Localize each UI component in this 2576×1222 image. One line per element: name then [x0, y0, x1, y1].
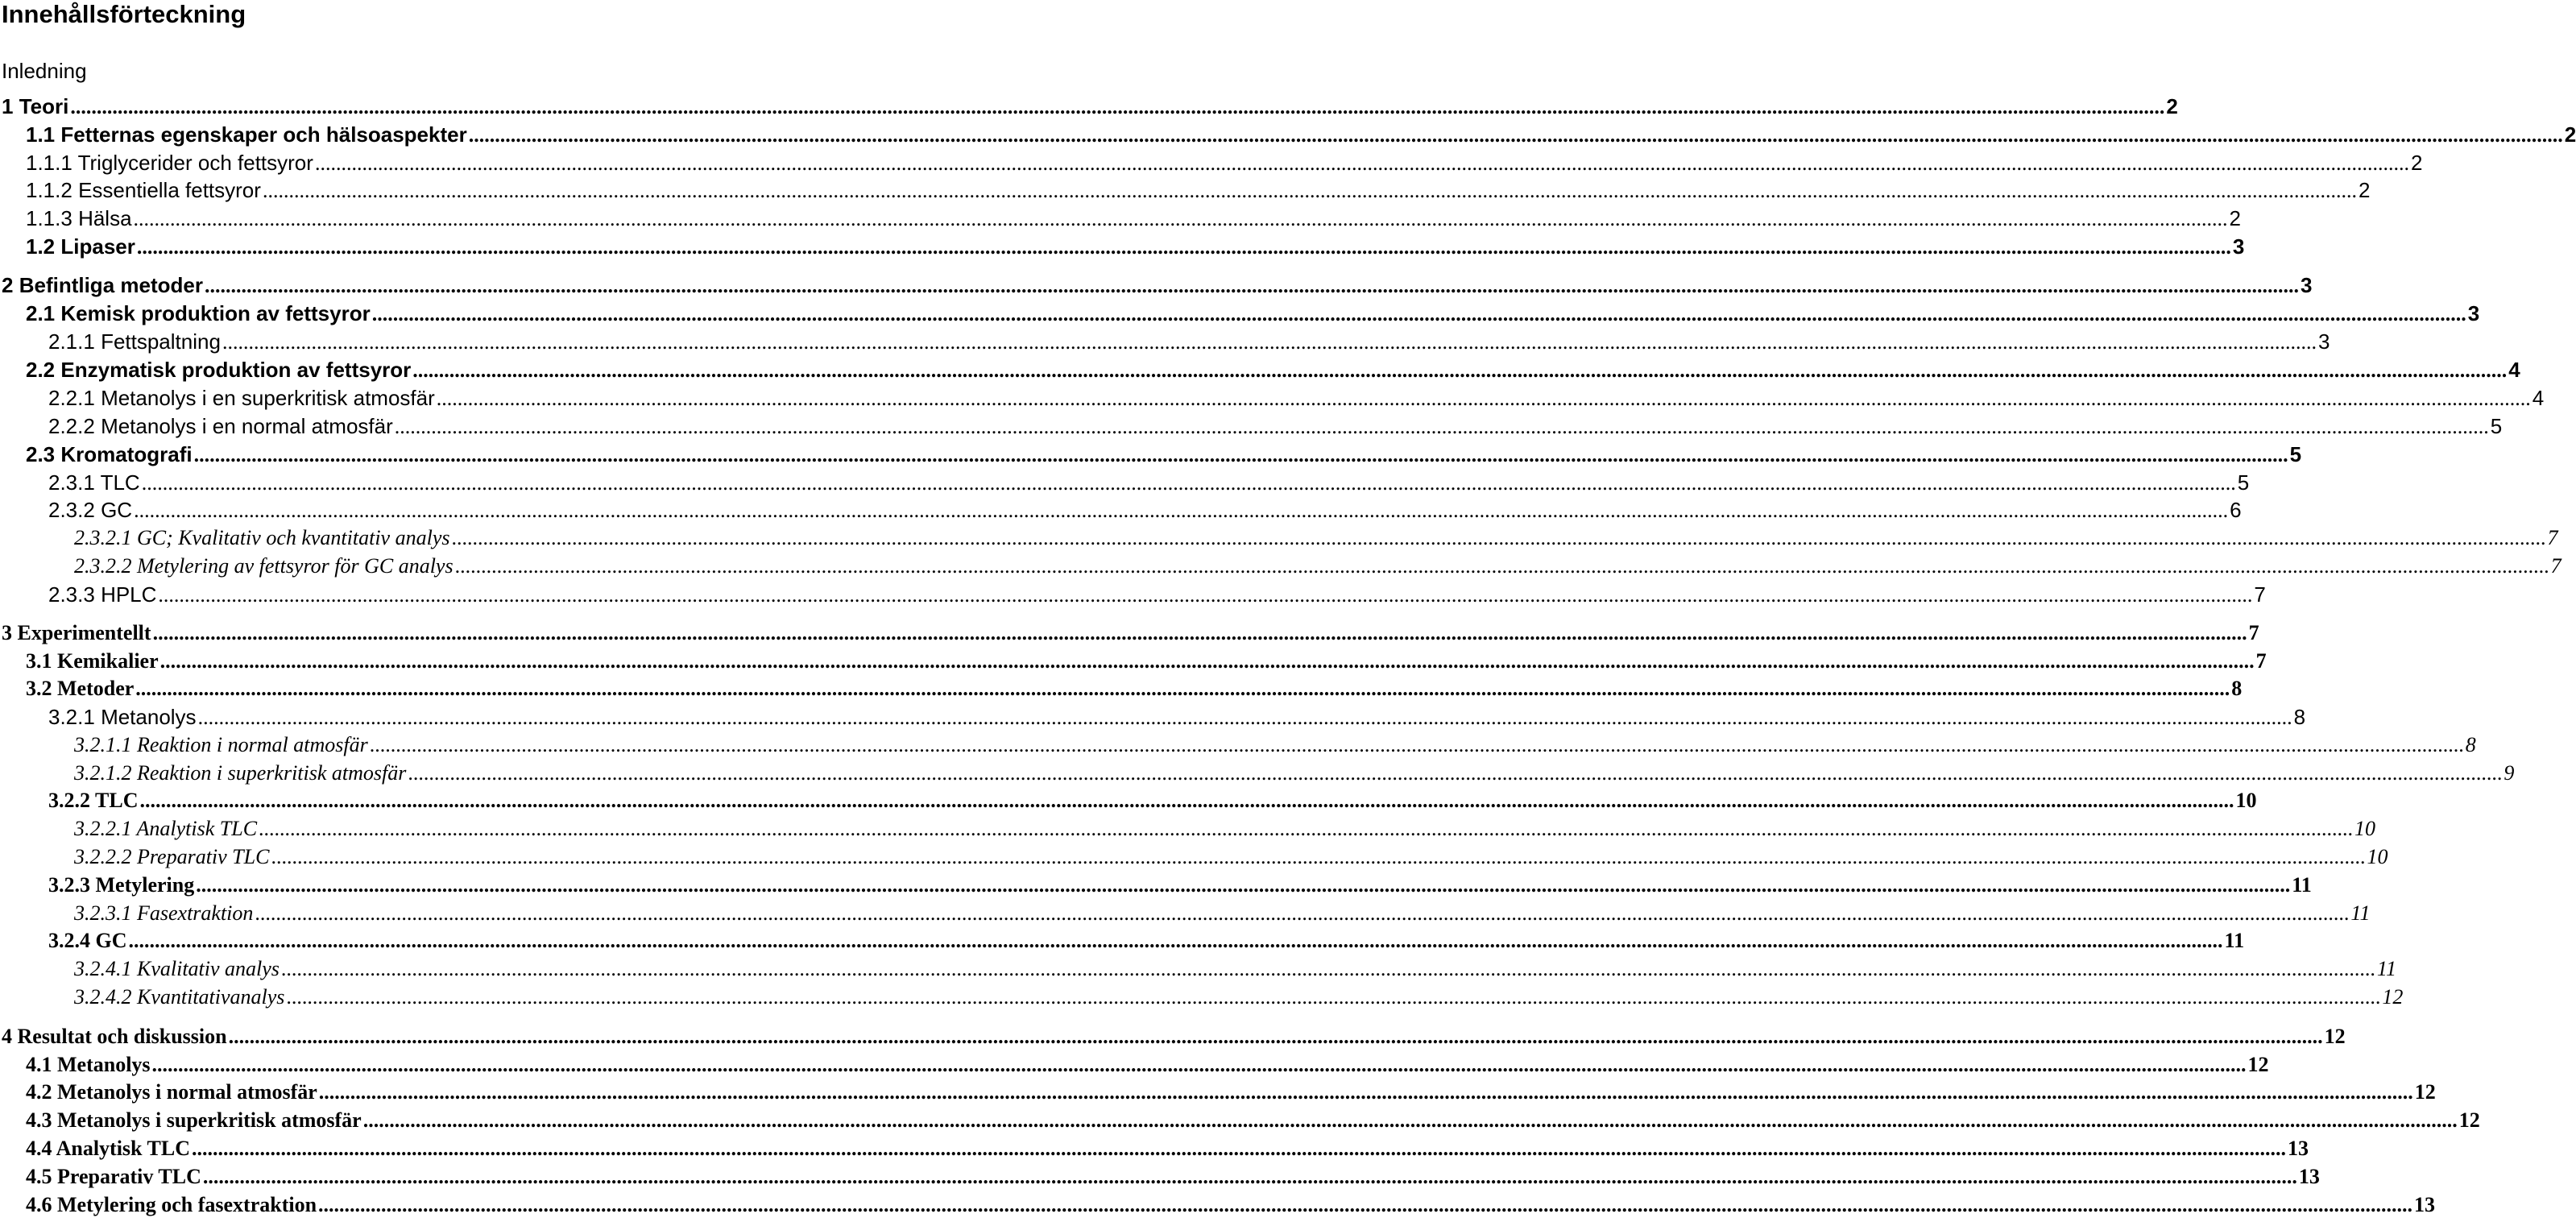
toc-entry[interactable]	[48, 928, 2245, 954]
toc-entry[interactable]	[26, 1164, 2320, 1190]
toc-entry-text: Metoder	[57, 677, 135, 700]
toc-entry-number: 3.2.1.2	[74, 761, 132, 785]
toc-entry-label	[48, 582, 156, 607]
toc-entry-text: Preparativ TLC	[57, 1165, 201, 1188]
toc-entry-text: Reaktion i superkritisk atmosfär	[137, 761, 407, 785]
toc-entry-label	[2, 1024, 227, 1050]
toc-entry-page: 8	[2231, 677, 2243, 700]
toc-entry-label	[26, 357, 411, 383]
toc-entry-label	[26, 122, 467, 147]
toc-entry-text: Analytisk TLC	[56, 1137, 190, 1160]
dot-leader: ................................................................................................................................................................................................................................................................................................................................................................................................................	[314, 151, 2409, 175]
dot-leader: ................................................................................................................................................................................................................................................................................................................................................................................................................	[451, 526, 2546, 549]
toc-entry-page: 3	[2300, 273, 2313, 297]
toc-entry-text: GC	[101, 498, 133, 522]
toc-entry-label	[2, 620, 151, 646]
dot-leader: ................................................................................................................................................................................................................................................................................................................................................................................................................	[262, 179, 2357, 202]
toc-entry-text: Preparativ TLC	[137, 845, 270, 868]
toc-entry-number: 2.2.2	[48, 414, 95, 438]
toc-entry-label	[26, 234, 135, 259]
toc-entry-number: 2	[2, 273, 14, 297]
toc-entry-page: 8	[2293, 705, 2306, 729]
toc-entry[interactable]	[48, 470, 2250, 495]
toc-entry-label	[48, 470, 140, 495]
toc-entry-label	[26, 676, 134, 702]
toc-entry-label	[74, 844, 269, 870]
toc-entry[interactable]	[26, 300, 2480, 326]
toc-entry-number: 2.3	[26, 442, 56, 466]
toc-entry-number: 2.3.2	[48, 498, 95, 522]
dot-leader: ................................................................................................................................................................................................................................................................................................................................................................................................................	[369, 733, 2464, 756]
toc-entry-text: Kvantitativanalys	[137, 985, 285, 1009]
dot-leader: ................................................................................................................................................................................................................................................................................................................................................................................................................	[136, 235, 2231, 259]
toc-entry-label	[48, 872, 194, 898]
dot-leader: ................................................................................................................................................................................................................................................................................................................................................................................................................	[255, 901, 2350, 925]
toc-entry-number: 3.2.2	[48, 789, 90, 812]
toc-entry-number: 3.2.3	[48, 873, 90, 897]
dot-leader: ................................................................................................................................................................................................................................................................................................................................................................................................................	[436, 387, 2531, 410]
toc-entry[interactable]	[74, 901, 2371, 926]
toc-entry-text: TLC	[100, 470, 140, 495]
toc-entry-page: 10	[2354, 817, 2376, 840]
toc-entry-page: 11	[2292, 873, 2312, 897]
toc-entry[interactable]	[2, 1024, 2346, 1050]
toc-entry-number: 4.6	[26, 1193, 52, 1216]
dot-leader: ................................................................................................................................................................................................................................................................................................................................................................................................................	[192, 1137, 2286, 1160]
toc-entry-text: Kromatografi	[60, 442, 193, 466]
toc-entry-number: 4.1	[26, 1053, 52, 1076]
toc-entry-number: 1.1	[26, 122, 56, 147]
toc-entry[interactable]	[74, 984, 2404, 1010]
dot-leader: ................................................................................................................................................................................................................................................................................................................................................................................................................	[454, 554, 2549, 578]
toc-entry-label	[2, 272, 203, 298]
toc-entry-number: 3.2.4	[48, 929, 90, 952]
toc-entry-label	[48, 413, 393, 439]
toc-entry-number: 2.1.1	[48, 329, 95, 354]
toc-entry-number: 3.2.1	[48, 705, 95, 729]
toc-entry-label	[26, 1136, 190, 1162]
toc-entry-number: 2.3.1	[48, 470, 95, 495]
dot-leader: ................................................................................................................................................................................................................................................................................................................................................................................................................	[202, 1165, 2297, 1188]
dot-leader: ................................................................................................................................................................................................................................................................................................................................................................................................................	[286, 985, 2381, 1009]
toc-entry[interactable]	[26, 1192, 2436, 1218]
toc-entry-label	[26, 1079, 317, 1105]
dot-leader: ................................................................................................................................................................................................................................................................................................................................................................................................................	[158, 583, 2253, 607]
toc-entry[interactable]	[74, 732, 2476, 758]
toc-entry[interactable]	[74, 844, 2388, 870]
toc-entry-text: Metanolys i normal atmosfär	[57, 1080, 317, 1104]
toc-entry-text: Essentiella fettsyror	[78, 178, 261, 202]
toc-entry-label	[26, 177, 261, 203]
dot-leader: ................................................................................................................................................................................................................................................................................................................................................................................................................	[139, 789, 2234, 812]
toc-entry[interactable]	[26, 205, 2242, 231]
toc-entry-text: Kvalitativ analys	[137, 957, 280, 980]
toc-entry-page: 7	[2254, 582, 2266, 607]
toc-entry-label	[74, 984, 284, 1010]
dot-leader: ................................................................................................................................................................................................................................................................................................................................................................................................................	[412, 358, 2508, 382]
toc-entry-page: 12	[2247, 1053, 2269, 1076]
toc-entry-page: 9	[2504, 761, 2515, 785]
toc-entry-text: Fetternas egenskaper och hälsoaspekter	[60, 122, 467, 147]
toc-entry-label	[48, 385, 435, 411]
toc-entry[interactable]	[74, 956, 2396, 982]
dot-leader: ................................................................................................................................................................................................................................................................................................................................................................................................................	[193, 443, 2288, 466]
toc-entry-number: 2.1	[26, 301, 56, 325]
toc-entry-number: 1.2	[26, 234, 56, 259]
toc-entry-text: Kemisk produktion av fettsyror	[60, 301, 371, 325]
toc-entry-number: 3.1	[26, 649, 52, 673]
dot-leader: ................................................................................................................................................................................................................................................................................................................................................................................................................	[151, 1053, 2247, 1076]
dot-leader: ................................................................................................................................................................................................................................................................................................................................................................................................................	[318, 1193, 2413, 1216]
toc-entry-page: 4	[2508, 358, 2520, 382]
toc-entry-page: 4	[2532, 386, 2545, 410]
toc-entry-page: 3	[2467, 301, 2480, 325]
toc-entry-label	[26, 205, 132, 231]
toc-entry-page: 7	[2255, 649, 2267, 673]
dot-leader: ................................................................................................................................................................................................................................................................................................................................................................................................................	[259, 817, 2354, 840]
dot-leader: ................................................................................................................................................................................................................................................................................................................................................................................................................	[204, 274, 2299, 297]
toc-entry-number: 3.2.2.1	[74, 817, 132, 840]
toc-intro-entry[interactable]: Inledning	[2, 59, 87, 83]
toc-entry-number: 3.2.4.2	[74, 985, 132, 1009]
dot-leader: ................................................................................................................................................................................................................................................................................................................................................................................................................	[135, 677, 2230, 700]
toc-entry-label	[48, 788, 139, 814]
toc-entry-page: 11	[2376, 957, 2396, 980]
toc-entry-text: Metanolys i en superkritisk atmosfär	[101, 386, 435, 410]
toc-entry-label	[26, 1052, 151, 1078]
toc-entry-page: 13	[2288, 1137, 2309, 1160]
toc-entry-text: Fasextraktion	[137, 901, 254, 925]
toc-entry-label	[26, 1192, 317, 1218]
toc-entry[interactable]	[26, 177, 2371, 203]
toc-entry-page: 2	[2410, 151, 2423, 175]
toc-entry-page: 13	[2414, 1193, 2436, 1216]
toc-entry-page: 5	[2289, 442, 2302, 466]
dot-leader: ................................................................................................................................................................................................................................................................................................................................................................................................................	[408, 761, 2503, 785]
toc-entry-page: 7	[2248, 621, 2259, 644]
toc-entry-text: Teori	[19, 94, 69, 118]
toc-entry-number: 2.2	[26, 358, 56, 382]
toc-entry[interactable]	[48, 872, 2312, 898]
toc-entry[interactable]	[74, 760, 2515, 786]
toc-entry-page: 11	[2350, 901, 2371, 925]
toc-entry-label	[48, 497, 132, 523]
toc-entry-number: 1.1.2	[26, 178, 72, 202]
toc-entry[interactable]	[48, 385, 2545, 411]
toc-entry-text: Analytisk TLC	[136, 817, 258, 840]
toc-entry[interactable]	[48, 497, 2242, 523]
toc-entry-page: 10	[2235, 789, 2257, 812]
toc-entry[interactable]	[26, 357, 2520, 383]
dot-leader: ................................................................................................................................................................................................................................................................................................................................................................................................................	[280, 957, 2375, 980]
toc-entry-page: 12	[2324, 1025, 2346, 1048]
toc-entry-page: 6	[2230, 498, 2242, 522]
toc-entry-page: 12	[2382, 985, 2404, 1009]
toc-entry[interactable]	[2, 272, 2313, 298]
toc-entry-number: 2.3.2.1	[74, 526, 132, 549]
toc-entry-page: 7	[2550, 554, 2562, 578]
toc-entry-page: 2	[2229, 206, 2242, 230]
toc-entry[interactable]	[74, 553, 2562, 579]
dot-leader: ................................................................................................................................................................................................................................................................................................................................................................................................................	[197, 706, 2292, 729]
toc-entry-number: 2.2.1	[48, 386, 95, 410]
toc-entry-text: Enzymatisk produktion av fettsyror	[60, 358, 412, 382]
dot-leader: ................................................................................................................................................................................................................................................................................................................................................................................................................	[394, 415, 2489, 438]
toc-entry-page: 2	[2564, 122, 2576, 147]
toc-entry-label	[26, 648, 159, 674]
toc-entry-text: TLC	[95, 789, 139, 812]
toc-entry-number: 1	[2, 94, 14, 118]
toc-entry[interactable]	[26, 676, 2243, 702]
toc-entry-number: 3	[2, 621, 12, 644]
toc-entry-text: Reaktion i normal atmosfär	[137, 733, 368, 756]
toc-entry-text: Experimentellt	[17, 621, 151, 644]
toc-entry-label	[74, 553, 453, 579]
toc-entry[interactable]	[26, 122, 2576, 147]
toc-entry-page: 11	[2224, 929, 2245, 952]
toc-entry-label	[48, 704, 197, 730]
toc-entry-text: Triglycerider och fettsyror	[77, 151, 313, 175]
toc-entry[interactable]	[48, 582, 2266, 607]
toc-entry-number: 1.1.3	[26, 206, 72, 230]
dot-leader: ................................................................................................................................................................................................................................................................................................................................................................................................................	[228, 1025, 2323, 1048]
toc-entry-label	[2, 93, 68, 119]
toc-entry-page: 10	[2367, 845, 2388, 868]
toc-entry-text: Metanolys i superkritisk atmosfär	[57, 1108, 362, 1132]
toc-entry[interactable]	[74, 816, 2376, 842]
toc-entry-label	[48, 928, 127, 954]
toc-entry-text: GC	[95, 929, 127, 952]
toc-entry-page: 5	[2490, 414, 2503, 438]
dot-leader: ................................................................................................................................................................................................................................................................................................................................................................................................................	[133, 207, 2228, 230]
toc-entry-number: 4.5	[26, 1165, 52, 1188]
toc-title: Innehållsförteckning	[2, 0, 246, 28]
toc-entry-number: 4.3	[26, 1108, 52, 1132]
toc-entry-label	[74, 956, 280, 982]
toc-entry[interactable]	[2, 620, 2259, 646]
toc-entry-number: 1.1.1	[26, 151, 72, 175]
toc-entry-text: Metanolys i en normal atmosfär	[101, 414, 393, 438]
dot-leader: ................................................................................................................................................................................................................................................................................................................................................................................................................	[196, 873, 2291, 897]
dot-leader: ................................................................................................................................................................................................................................................................................................................................................................................................................	[222, 330, 2317, 354]
toc-entry[interactable]	[26, 1079, 2436, 1105]
toc-entry-text: Metylering	[95, 873, 195, 897]
toc-entry-number: 2.3.2.2	[74, 554, 132, 578]
dot-leader: ................................................................................................................................................................................................................................................................................................................................................................................................................	[271, 845, 2366, 868]
toc-entry-page: 3	[2232, 234, 2245, 259]
toc-entry[interactable]	[48, 413, 2503, 439]
toc-entry-number: 3.2.3.1	[74, 901, 132, 925]
toc-entry[interactable]	[74, 525, 2558, 551]
toc-entry[interactable]	[26, 1136, 2309, 1162]
toc-entry-number: 4.2	[26, 1080, 52, 1104]
toc-entry-text: Hälsa	[78, 206, 132, 230]
toc-entry-number: 4.4	[26, 1137, 52, 1160]
toc-entry-label	[26, 1164, 201, 1190]
toc-entry-label	[48, 329, 221, 354]
toc-entry-page: 2	[2358, 178, 2371, 202]
toc-entry[interactable]	[26, 234, 2245, 259]
toc-entry-label	[26, 300, 371, 326]
toc-entry-text: Metylering av fettsyror för GC analys	[137, 554, 453, 578]
toc-entry-page: 7	[2547, 526, 2558, 549]
toc-entry-label	[74, 760, 406, 786]
toc-entry-page: 12	[2458, 1108, 2480, 1132]
toc-entry-number: 3.2.1.1	[74, 733, 132, 756]
toc-entry-number: 3.2.2.2	[74, 845, 132, 868]
toc-entry[interactable]	[48, 329, 2330, 354]
toc-entry[interactable]	[26, 1108, 2480, 1133]
dot-leader: ................................................................................................................................................................................................................................................................................................................................................................................................................	[362, 1108, 2458, 1132]
toc-entry-label	[26, 1108, 362, 1133]
toc-entry-number: 3.2.4.1	[74, 957, 132, 980]
toc-entry-page: 13	[2298, 1165, 2320, 1188]
toc-entry-number: 3.2	[26, 677, 52, 700]
toc-entry-text: Metanolys	[57, 1053, 151, 1076]
dot-leader: ................................................................................................................................................................................................................................................................................................................................................................................................................	[152, 621, 2247, 644]
toc-entry[interactable]	[26, 1052, 2269, 1078]
toc-entry-text: Fettspaltning	[101, 329, 221, 354]
toc-entry-page: 2	[2166, 94, 2178, 118]
dot-leader: ................................................................................................................................................................................................................................................................................................................................................................................................................	[128, 929, 2223, 952]
toc-entry-label	[74, 816, 257, 842]
toc-entry-number: 2.3.3	[48, 582, 95, 607]
dot-leader: ................................................................................................................................................................................................................................................................................................................................................................................................................	[318, 1080, 2413, 1104]
toc-entry-label	[74, 901, 253, 926]
toc-entry-page: 5	[2237, 470, 2250, 495]
toc-entry-text: GC; Kvalitativ och kvantitativ analys	[137, 526, 450, 549]
toc-entry[interactable]	[26, 441, 2302, 467]
toc-entry-text: Resultat och diskussion	[17, 1025, 227, 1048]
toc-entry-text: Lipaser	[60, 234, 135, 259]
toc-entry-page: 8	[2465, 733, 2476, 756]
toc-entry-text: Kemikalier	[57, 649, 159, 673]
toc-entry-label	[74, 525, 449, 551]
toc-entry-text: Metanolys	[101, 705, 197, 729]
toc-entry[interactable]	[48, 704, 2306, 730]
dot-leader: ................................................................................................................................................................................................................................................................................................................................................................................................................	[468, 123, 2563, 147]
dot-leader: ................................................................................................................................................................................................................................................................................................................................................................................................................	[371, 302, 2466, 325]
dot-leader: ................................................................................................................................................................................................................................................................................................................................................................................................................	[134, 499, 2229, 522]
toc-entry-label	[26, 150, 313, 176]
toc-entry-number: 4	[2, 1025, 12, 1048]
dot-leader: ................................................................................................................................................................................................................................................................................................................................................................................................................	[159, 649, 2255, 673]
dot-leader: ................................................................................................................................................................................................................................................................................................................................................................................................................	[70, 95, 2165, 118]
toc-entry-label	[74, 732, 368, 758]
toc-entry[interactable]	[48, 788, 2257, 814]
toc-entry-label	[26, 441, 193, 467]
toc-entry[interactable]	[26, 648, 2267, 674]
toc-entry-page: 3	[2317, 329, 2330, 354]
toc-entry-page: 12	[2414, 1080, 2436, 1104]
toc-entry-text: Befintliga metoder	[19, 273, 203, 297]
toc-entry[interactable]	[2, 93, 2178, 119]
toc-entry-text: HPLC	[101, 582, 157, 607]
dot-leader: ................................................................................................................................................................................................................................................................................................................................................................................................................	[141, 471, 2236, 495]
toc-entry-text: Metylering och fasextraktion	[57, 1193, 317, 1216]
toc-entry[interactable]	[26, 150, 2423, 176]
